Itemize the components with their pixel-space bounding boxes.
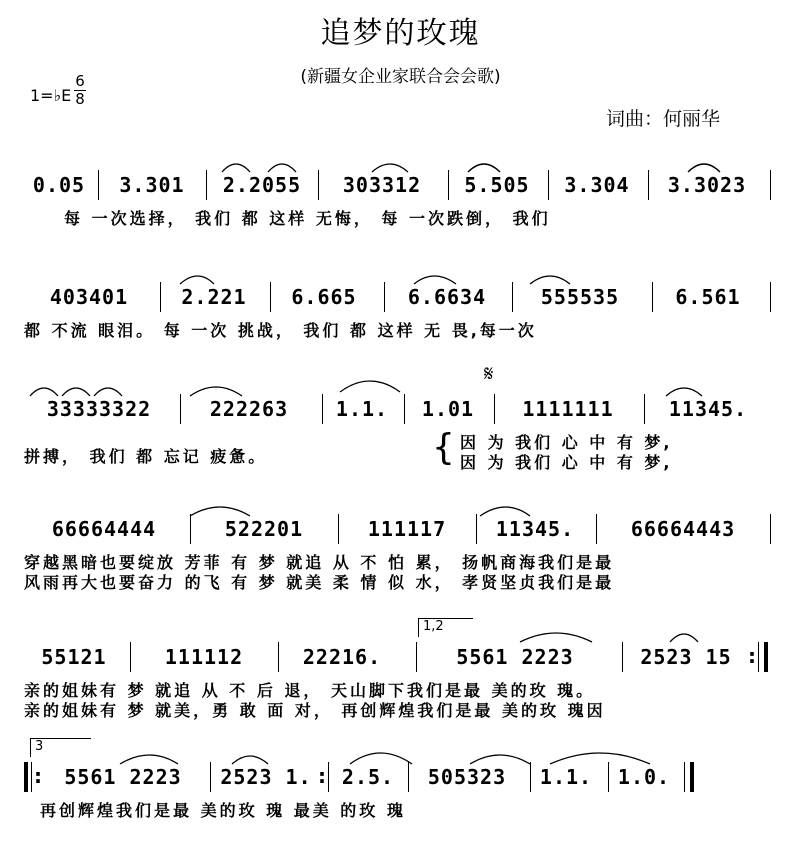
- measure: 3.304: [564, 173, 630, 197]
- lyric-line-2: 亲的姐妹有 梦 就美，勇 敢 面 对， 再创辉煌我们是最 美的玫 瑰因: [24, 701, 606, 720]
- measure: 2.221: [181, 285, 247, 309]
- measure: 66664443: [630, 517, 736, 541]
- barline: [210, 762, 211, 792]
- repeat-dots: :: [318, 764, 326, 788]
- barline: [596, 514, 597, 544]
- measure: 303312: [342, 173, 422, 197]
- notes-line: [24, 760, 774, 794]
- measure: 1.0.: [617, 765, 671, 789]
- barline: [190, 514, 191, 544]
- notes-line: [24, 392, 774, 426]
- volta-bracket: 3: [30, 738, 91, 757]
- measure: 0.05: [32, 173, 86, 197]
- measure: 2.2055: [222, 173, 302, 197]
- measure: 111112: [164, 645, 244, 669]
- barline: [608, 762, 609, 792]
- measure: 1.1.: [335, 397, 389, 421]
- song-subtitle: (新疆女企业家联合会会歌): [300, 67, 501, 87]
- barline: [770, 282, 771, 312]
- time-signature-bottom: 8: [75, 90, 85, 108]
- barline: [416, 642, 417, 672]
- measure: 66664444: [51, 517, 157, 541]
- measure: 5561 2223: [64, 765, 182, 789]
- barline: [278, 642, 279, 672]
- lyric-line-1: 穿越黑暗也要绽放 芳菲 有 梦 就追 从 不 怕 累， 扬帆商海我们是最: [24, 553, 615, 572]
- measure: 1.1.: [539, 765, 593, 789]
- barline: [408, 762, 409, 792]
- verse-brace: {: [432, 427, 455, 468]
- barline: [512, 282, 513, 312]
- repeat-barline-thick: [764, 642, 768, 672]
- repeat-barline-thick: [24, 762, 28, 792]
- segno-icon: 𝄋: [484, 362, 494, 387]
- barline: [448, 170, 449, 200]
- measure: 6.665: [291, 285, 357, 309]
- barline: [384, 282, 385, 312]
- notes-line: [24, 280, 774, 314]
- lyric-line-1: 每 一次选择， 我们 都 这样 无悔， 每 一次跌倒， 我们: [64, 209, 551, 228]
- lyric-line-1: 拼搏， 我们 都 忘记 疲惫。: [24, 447, 268, 466]
- barline: [98, 170, 99, 200]
- measure: 11345.: [668, 397, 748, 421]
- measure: 505323: [427, 765, 507, 789]
- barline: [206, 170, 207, 200]
- barline: [494, 394, 495, 424]
- barline: [338, 514, 339, 544]
- measure: 11345.: [495, 517, 575, 541]
- lyric-line-1: 都 不流 眼泪。 每 一次 挑战， 我们 都 这样 无 畏,每一次: [24, 321, 537, 340]
- notes-line: [24, 512, 774, 546]
- lyric-line-1: 再创辉煌我们是最 美的玫 瑰 最美 的玫 瑰: [40, 801, 406, 820]
- measure: 111117: [367, 517, 447, 541]
- lyric-line-1: 亲的姐妹有 梦 就追 从 不 后 退， 天山脚下我们是最 美的玫 瑰。: [24, 681, 596, 700]
- repeat-dots: :: [34, 764, 42, 788]
- barline: [530, 762, 531, 792]
- barline: [404, 394, 405, 424]
- barline: [548, 170, 549, 200]
- measure: 5561 2223: [456, 645, 574, 669]
- measure: 555535: [540, 285, 620, 309]
- measure: 55121: [41, 645, 107, 669]
- barline: [322, 394, 323, 424]
- repeat-barline: [31, 762, 32, 792]
- key-signature: 1=♭E: [30, 86, 72, 105]
- measure: 6.6634: [407, 285, 487, 309]
- measure: 22216.: [302, 645, 382, 669]
- barline: [770, 170, 771, 200]
- repeat-barline: [758, 642, 759, 672]
- barline: [770, 514, 771, 544]
- measure: 1.01: [421, 397, 475, 421]
- final-barline-thin: [684, 762, 685, 792]
- barline: [270, 282, 271, 312]
- time-signature-top: 6: [75, 72, 85, 90]
- barline: [160, 282, 161, 312]
- lyric-verse-2: 因 为 我们 心 中 有 梦,: [460, 453, 673, 472]
- measure: 3.3023: [667, 173, 747, 197]
- slur: [340, 381, 400, 392]
- measure: 2523 15: [640, 645, 732, 669]
- measure: 5.505: [464, 173, 530, 197]
- song-title: 追梦的玫瑰: [320, 16, 481, 51]
- lyric-line-2: 风雨再大也要奋力 的飞 有 梦 就美 柔 情 似 水， 孝贤坚贞我们是最: [24, 573, 615, 592]
- final-barline: [690, 762, 694, 792]
- repeat-dots: :: [748, 644, 756, 668]
- repeat-barline: [328, 762, 329, 792]
- lyric-verse-1: 因 为 我们 心 中 有 梦,: [460, 433, 673, 452]
- barline: [644, 394, 645, 424]
- barline: [648, 170, 649, 200]
- measure: 3.301: [119, 173, 185, 197]
- measure: 33333322: [46, 397, 152, 421]
- measure: 1111111: [522, 397, 614, 421]
- barline: [318, 170, 319, 200]
- measure: 403401: [49, 285, 129, 309]
- measure: 222263: [209, 397, 289, 421]
- measure: 2523 1.: [220, 765, 312, 789]
- barline: [622, 642, 623, 672]
- barline: [180, 394, 181, 424]
- measure: 522201: [224, 517, 304, 541]
- notes-line: [24, 640, 774, 674]
- measure: 2.5.: [341, 765, 395, 789]
- time-signature: [74, 74, 86, 107]
- barline: [130, 642, 131, 672]
- barline: [652, 282, 653, 312]
- measure: 6.561: [675, 285, 741, 309]
- barline: [476, 514, 477, 544]
- notes-line: [24, 168, 774, 202]
- volta-bracket: 1,2: [418, 618, 473, 637]
- composer-credit: 词曲：何丽华: [606, 108, 721, 130]
